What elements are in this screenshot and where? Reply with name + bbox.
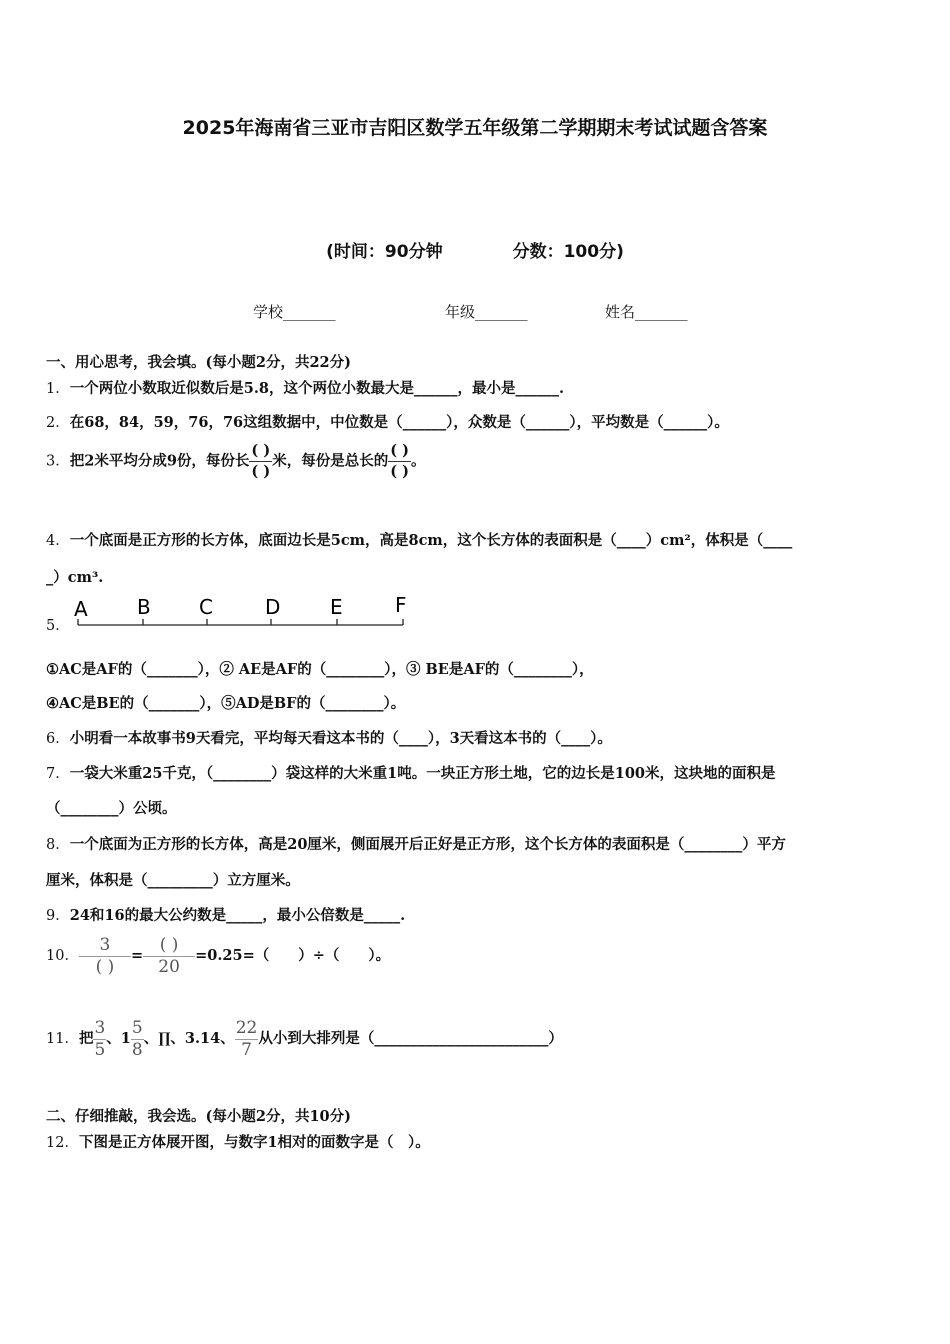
ruler-label: A xyxy=(74,597,88,621)
section2-heading: 二、仔细推敲，我会选。(每小题2分，共10分) xyxy=(46,1108,351,1125)
exam-meta xyxy=(0,237,950,262)
fraction: $\frac{( )}{20}$ xyxy=(143,936,195,976)
question-8: 8．一个底面为正方形的长方体，高是20厘米，侧面展开后正好是正方形，这个长方体的表面积是（________）平方 xyxy=(46,836,786,853)
question-4-cont: _）cm³. xyxy=(46,569,104,586)
question-4: 4．一个底面是正方形的长方体，底面边长是5cm，高是8cm，这个长方体的表面积是（____）cm²，体积是（____ xyxy=(46,532,793,549)
question-10: 10． $\frac{3}{( )}$ = $\frac{( )}{20}$ =0.25=（ ）÷（ ）。 xyxy=(46,935,391,977)
fraction: $\frac{( )}{( )}$ xyxy=(390,442,409,480)
fraction: $\frac{3}{( )}$ xyxy=(79,936,131,976)
question-11: 11．把 $\frac{3}{5}$ 、1 $\frac{5}{8}$ 、∏、3.14、 $\frac{22}{7}$ 从小到大排列是（________________________） xyxy=(46,1018,563,1060)
fraction: $\frac{5}{8}$ xyxy=(131,1018,143,1060)
ruler-label: B xyxy=(137,595,151,619)
question-5-num: 5． xyxy=(46,618,70,634)
question-5-line1: ①AC是AF的（_______），② AE是AF的（________），③ BE是AF的（________）， xyxy=(46,661,594,678)
question-5-line2: ④AC是BE的（_______），⑤AD是BF的（________）。 xyxy=(46,695,406,712)
name-field[interactable]: 姓名_______ xyxy=(605,303,688,321)
question-6: 6．小明看一本故事书9天看完，平均每天看这本书的（____），3天看这本书的（____）。 xyxy=(46,730,612,747)
section1-heading: 一、用心思考，我会填。(每小题2分，共22分) xyxy=(46,354,351,371)
exam-time: (时间：90分钟 xyxy=(326,242,443,262)
fraction: $\frac{22}{7}$ xyxy=(235,1018,258,1060)
question-1: 1．一个两位小数取近似数后是5.8，这个两位小数最大是______，最小是______. xyxy=(46,380,565,397)
question-7-cont: （________）公顷。 xyxy=(46,800,177,817)
fraction: $\frac{3}{5}$ xyxy=(94,1018,106,1060)
question-9: 9．24和16的最大公约数是_____，最小公倍数是_____. xyxy=(46,907,406,924)
segment-ruler-figure xyxy=(70,594,415,634)
question-8-cont: 厘米，体积是（_________）立方厘米。 xyxy=(46,872,300,889)
ruler-label: C xyxy=(199,595,213,619)
fraction: $\frac{( )}{( )}$ xyxy=(251,442,271,480)
ruler-label: F xyxy=(395,594,407,617)
school-field[interactable]: 学校_______ xyxy=(253,303,336,321)
ruler-label: E xyxy=(330,595,343,619)
question-3: 3．把2米平均分成9份，每份长 $\frac{( )}{( )}$ 米，每份是总长的 $\frac{( )}{( )}$ 。 xyxy=(46,442,426,480)
page-title: 2025年海南省三亚市吉阳区数学五年级第二学期期末考试试题含答案 xyxy=(182,117,768,139)
ruler-label: D xyxy=(265,595,281,619)
question-2: 2．在68，84，59，76，76这组数据中，中位数是（______），众数是（______），平均数是（______）。 xyxy=(46,414,729,431)
question-7: 7．一袋大米重25千克，（________）袋这样的大米重1吨。一块正方形土地，它的边长是100米，这块地的面积是 xyxy=(46,765,776,782)
exam-score: 分数：100分) xyxy=(512,242,624,262)
grade-field[interactable]: 年级_______ xyxy=(445,303,528,321)
question-12: 12．下图是正方体展开图，与数字1相对的面数字是（ ）。 xyxy=(46,1134,430,1151)
